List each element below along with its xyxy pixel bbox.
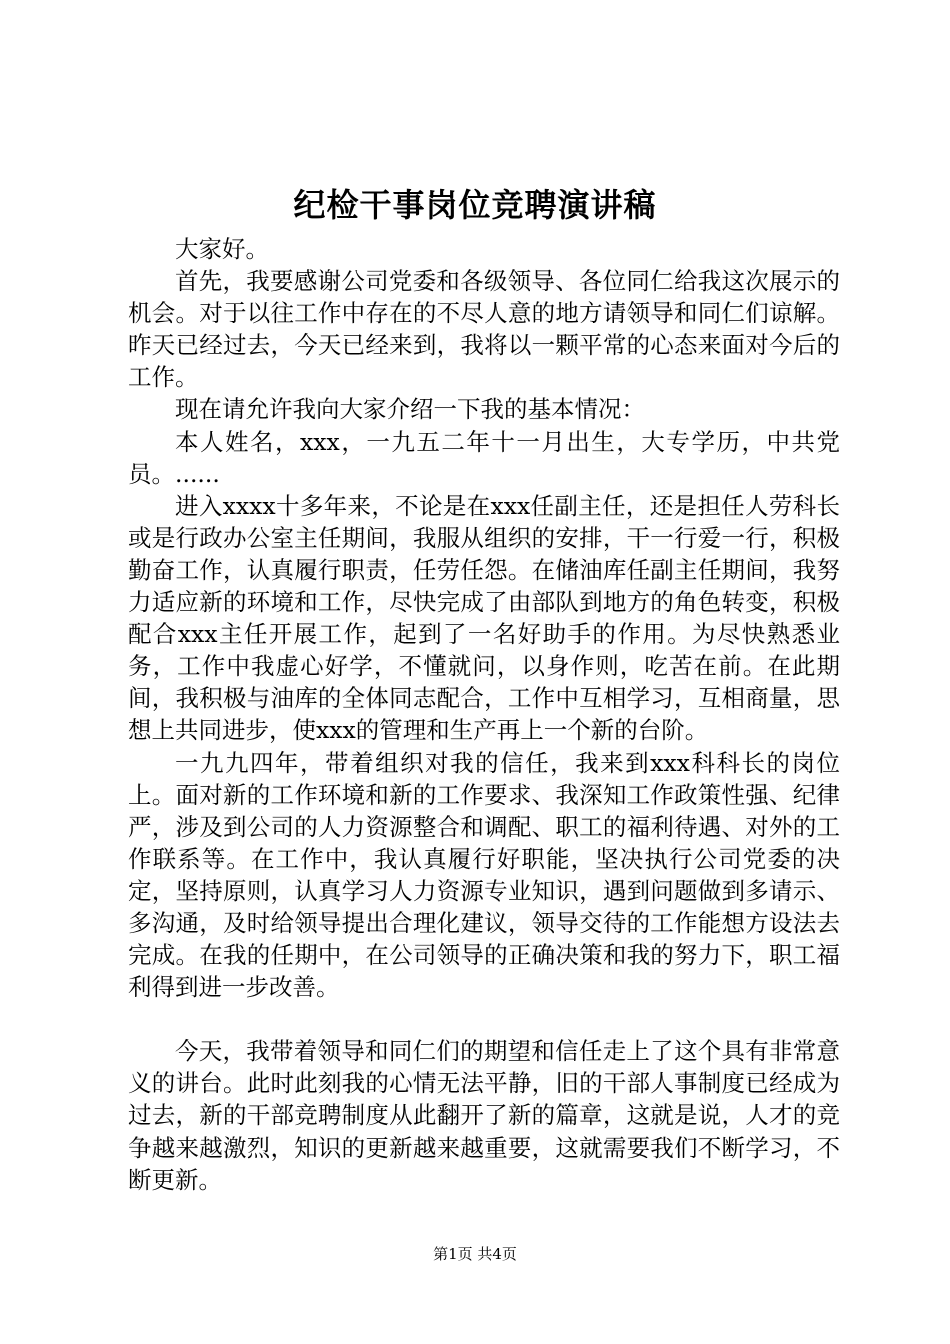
page-footer: 第1页 共4页 xyxy=(433,1245,517,1263)
paragraph-thanks: 首先，我要感谢公司党委和各级领导、各位同仁给我这次展示的机会。对于以往工作中存在的不尽人意的地方请领导和同仁们谅解。昨天已经过去，今天已经来到，我将以一颗平常的心态来面对今后的工作。 xyxy=(128,267,840,392)
paragraph-today: 今天，我带着领导和同仁们的期望和信任走上了这个具有非常意义的讲台。此时此刻我的心情无法平静，旧的干部人事制度已经成为过去，新的干部竞聘制度从此翻开了新的篇章，这就是说，人才的竞争越来越激烈，知识的更新越来越重要，这就需要我们不断学习，不断更新。 xyxy=(128,1037,840,1194)
paragraph-greeting: 大家好。 xyxy=(175,235,269,263)
paragraph-introduction: 现在请允许我向大家介绍一下我的基本情况： xyxy=(175,395,645,424)
document-body xyxy=(128,233,840,1196)
paragraph-personal-info: 本人姓名，xxx，一九五二年十一月出生，大专学历，中共党员。...... xyxy=(128,427,840,488)
paragraph-work-history: 进入xxxx十多年来，不论是在xxx任副主任，还是担任人劳科长或是行政办公室主任期间，我服从组织的安排，干一行爱一行，积极勤奋工作，认真履行职责，任劳任怨。在储油库任副主任期间，我努力适应新的环境和工作，尽快完成了由部队到地方的角色转变，积极配合xxx主任开展工作，起到了一名好助手的作用。为尽快熟悉业务，工作中我虚心好学，不懂就问，以身作则，吃苦在前。在此期间，我积极与油库的全体同志配合，工作中互相学习，互相商量，思想上共同进步，使xxx的管理和生产再上一个新的台阶。 xyxy=(128,491,840,745)
document-title: 纪检干事岗位竞聘演讲稿 xyxy=(293,186,657,224)
paragraph-spacer xyxy=(128,1003,840,1035)
paragraph-section-chief: 一九九四年，带着组织对我的信任，我来到xxx科科长的岗位上。面对新的工作环境和新的工作要求、我深知工作政策性强、纪律严，涉及到公司的人力资源整合和调配、职工的福利待遇、对外的工作联系等。在工作中，我认真履行好职能，坚决执行公司党委的决定，坚持原则，认真学习人力资源专业知识，遇到问题做到多请示、多沟通，及时给领导提出合理化建议，领导交待的工作能想方设法去完成。在我的任期中，在公司领导的正确决策和我的努力下，职工福利得到进一步改善。 xyxy=(128,748,840,1002)
